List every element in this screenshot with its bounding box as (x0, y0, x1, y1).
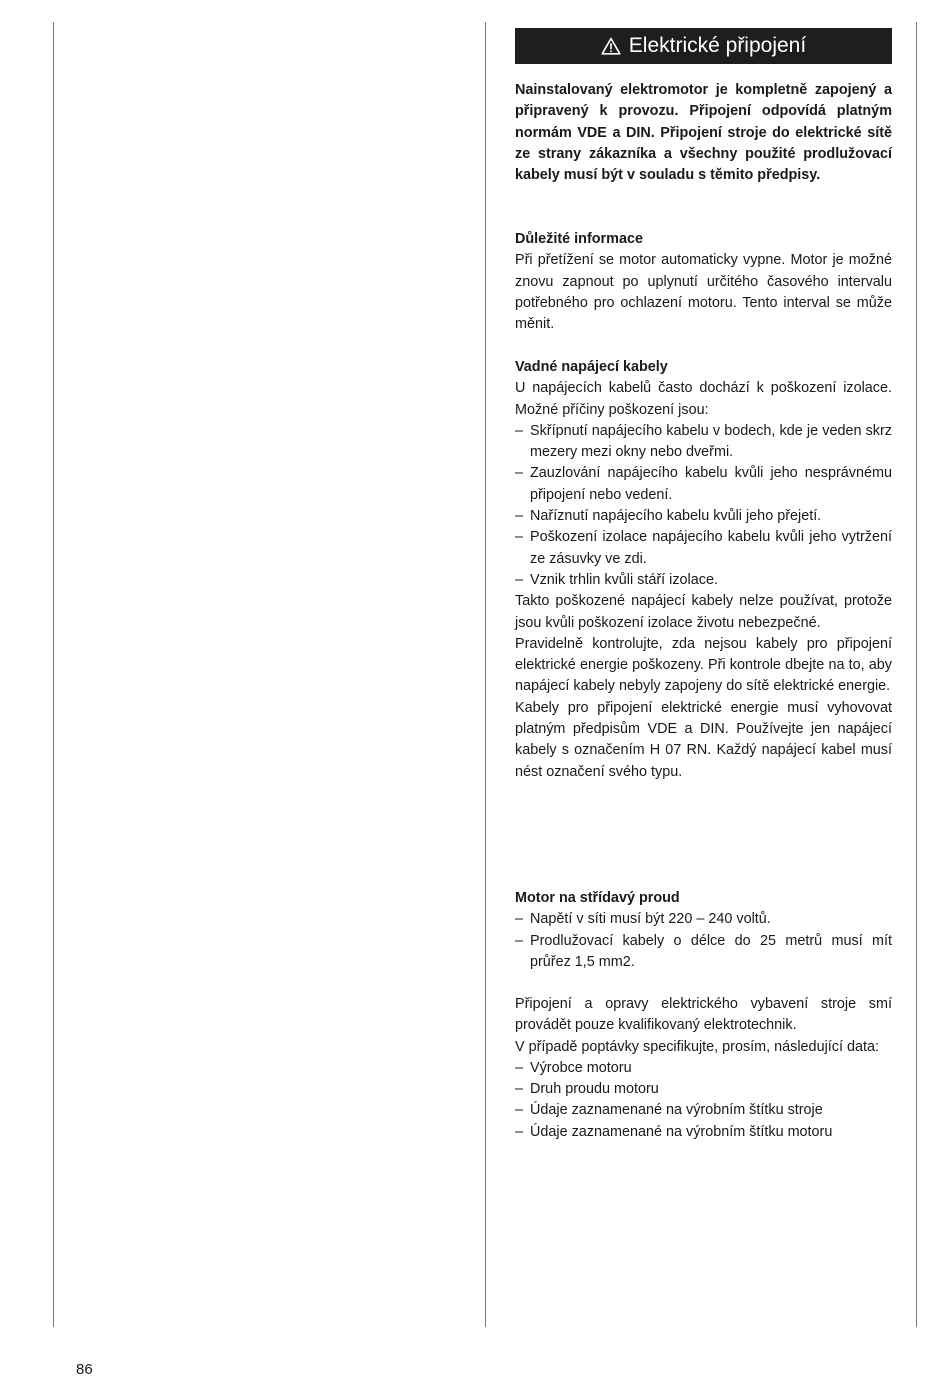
right-margin-line (916, 22, 917, 1327)
cables-paragraph-3: Kabely pro připojení elektrické energie musí vyhovovat platným předpisům VDE a DIN. Používejte jen napájecí kabely s označením H 07 RN. Každý napájecí kabel musí nést označení svého typu. (515, 699, 892, 780)
damage-causes-list (515, 421, 892, 591)
important-info-text: Při přetížení se motor automaticky vypne. Motor je možné znovu zapnout po uplynutí určitého časového intervalu potřebného pro ochlazení motoru. Tento interval se může měnit. (515, 252, 892, 333)
inquiry-paragraph: V případě poptávky specifikujte, prosím, následující data: (515, 1038, 879, 1055)
important-info-heading: Důležité informace (515, 231, 643, 247)
list-item: – Výrobce motoru (515, 1058, 892, 1079)
list-item: – Vznik trhlin kvůli stáří izolace. (515, 570, 892, 591)
column-divider-line (485, 22, 486, 1327)
list-item: – Skřípnutí napájecího kabelu v bodech, kde je veden skrz mezery mezi okny nebo dveřmi. (515, 421, 892, 464)
list-item: – Údaje zaznamenané na výrobním štítku stroje (515, 1100, 892, 1121)
list-item: – Prodlužovací kabely o délce do 25 metrů musí mít průřez 1,5 mm2. (515, 931, 892, 974)
repair-paragraph: Připojení a opravy elektrického vybavení stroje smí provádět pouze kvalifikovaný elektrotechnik. (515, 996, 892, 1034)
ac-motor-heading: Motor na střídavý proud (515, 890, 680, 906)
left-margin-line (53, 22, 54, 1327)
page-number: 86 (76, 1361, 93, 1378)
important-info-section (515, 229, 892, 335)
defective-cables-heading: Vadné napájecí kabely (515, 359, 668, 375)
section-title-banner (515, 28, 892, 64)
repair-section (515, 994, 892, 1143)
ac-motor-list (515, 909, 892, 973)
defective-cables-intro: U napájecích kabelů často dochází k poškození izolace. Možné příčiny poškození jsou: (515, 380, 892, 418)
list-item: – Údaje zaznamenané na výrobním štítku motoru (515, 1122, 892, 1143)
inquiry-data-list (515, 1058, 892, 1143)
defective-cables-section (515, 357, 892, 783)
ac-motor-section (515, 888, 892, 973)
list-item: – Napětí v síti musí být 220 – 240 voltů. (515, 909, 892, 930)
list-item: – Poškození izolace napájecího kabelu kvůli jeho vytržení ze zásuvky ve zdi. (515, 527, 892, 570)
warning-triangle-icon (601, 37, 621, 55)
list-item: – Druh proudu motoru (515, 1079, 892, 1100)
cables-paragraph-2: Pravidelně kontrolujte, zda nejsou kabely pro připojení elektrické energie poškozeny. Při kontrole dbejte na to, aby napájecí kabely nebyly zapojeny do sítě elektrické energie. (515, 635, 892, 695)
list-item: – Zauzlování napájecího kabelu kvůli jeho nesprávnému připojení nebo vedení. (515, 463, 892, 506)
section-title: Elektrické připojení (628, 34, 807, 57)
intro-paragraph: Nainstalovaný elektromotor je kompletně zapojený a připravený k provozu. Připojení odpovídá platným normám VDE a DIN. Připojení stroje do elektrické sítě ze strany zákazníka a všechny použité prodlužovací kabely musí být v souladu s těmito předpisy. (515, 82, 892, 184)
list-item: – Naříznutí napájecího kabelu kvůli jeho přejetí. (515, 506, 892, 527)
cables-paragraph-1: Takto poškozené napájecí kabely nelze používat, protože jsou kvůli poškození izolace životu nebezpečné. (515, 593, 892, 631)
